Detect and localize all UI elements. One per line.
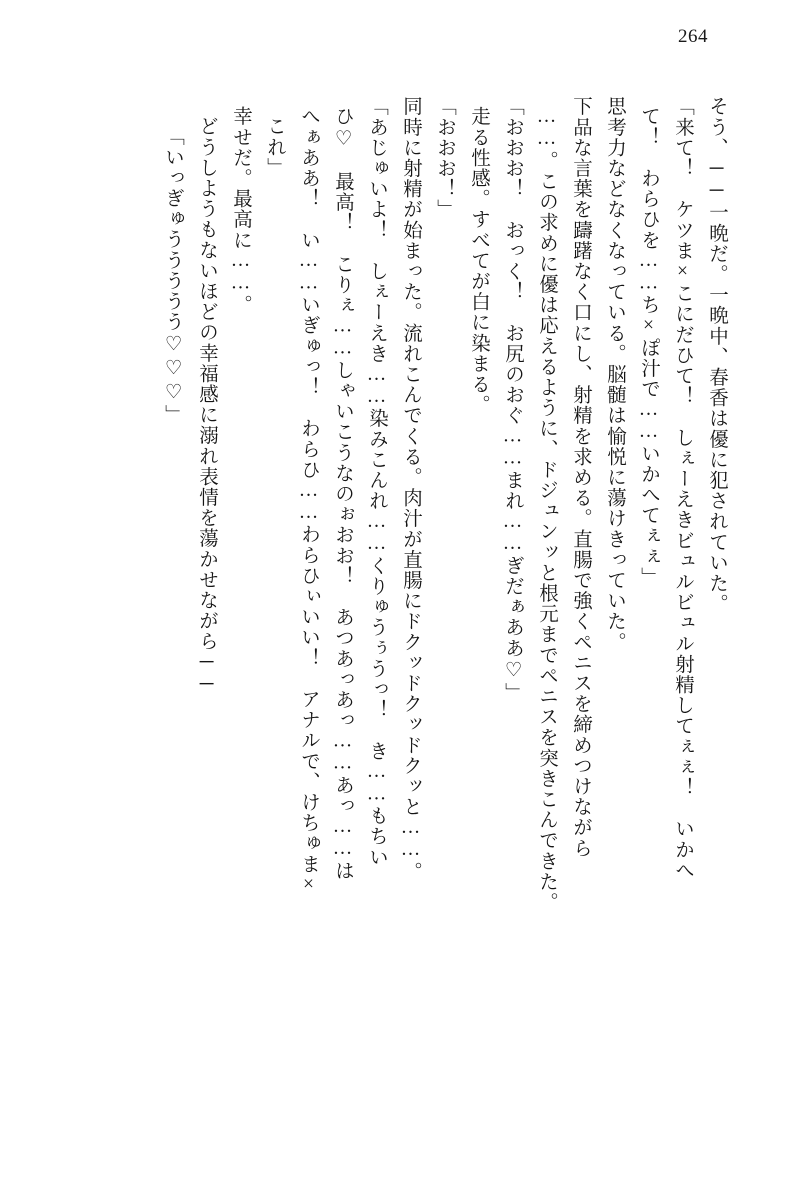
text-column: どうしようもないほどの幸福感に溺れ表情を蕩かせながら── bbox=[196, 116, 217, 696]
text-column: 「おおお！ おっく！ お尻のおぐ……まれ……ぎだぁああ♡」 bbox=[502, 96, 523, 703]
text-column: 「おおお！」 bbox=[434, 96, 455, 220]
page-number: 264 bbox=[678, 26, 708, 47]
text-column: 「いっぎゅううううう♡♡♡」 bbox=[162, 126, 183, 425]
text-column: ひ♡ 最高！ こりぇ……しゃいこうなのぉおお！ あつあっあっ……あっ……は bbox=[332, 106, 353, 881]
text-column: へぁああ！ い……いぎゅっ！ わらひ……わらひぃいい！ アナルで、けちゅま× bbox=[298, 106, 319, 897]
text-column: 「来て！ ケツま×こにだひて！ しぇーえきビュルビュル射精してぇぇ！ いかへ bbox=[672, 96, 693, 881]
text-column: 思考力などなくなっている。脳髄は愉悦に蕩けきっていた。 bbox=[604, 96, 625, 653]
text-column: ……。この求めに優は応えるように、ドジュンッと根元までペニスを突きこんできた。 bbox=[536, 106, 557, 913]
text-column: 「あじゅいよ！ しぇーえき……染みこんれ……くりゅうぅうっ！ き……もちい bbox=[366, 96, 387, 868]
text-column: 幸せだ。最高に……。 bbox=[230, 106, 251, 315]
text-column: 同時に射精が始まった。流れこんでくる。肉汁が直腸にドクッドクッドクッと……。 bbox=[400, 96, 421, 882]
text-column: これ」 bbox=[264, 116, 285, 178]
text-column: 走る性感。すべてが白に染まる。 bbox=[468, 106, 489, 415]
text-column: そう、──一晩だ。一晩中、春香は優に犯されていた。 bbox=[706, 96, 727, 614]
vertical-text-body bbox=[56, 96, 726, 1136]
text-column: 下品な言葉を躊躇なく口にし、射精を求める。直腸で強くペニスを締めつけながら bbox=[570, 96, 591, 859]
text-column: て！ わらひを……ち×ぽ汁で……いかへてぇぇ」 bbox=[638, 106, 659, 588]
